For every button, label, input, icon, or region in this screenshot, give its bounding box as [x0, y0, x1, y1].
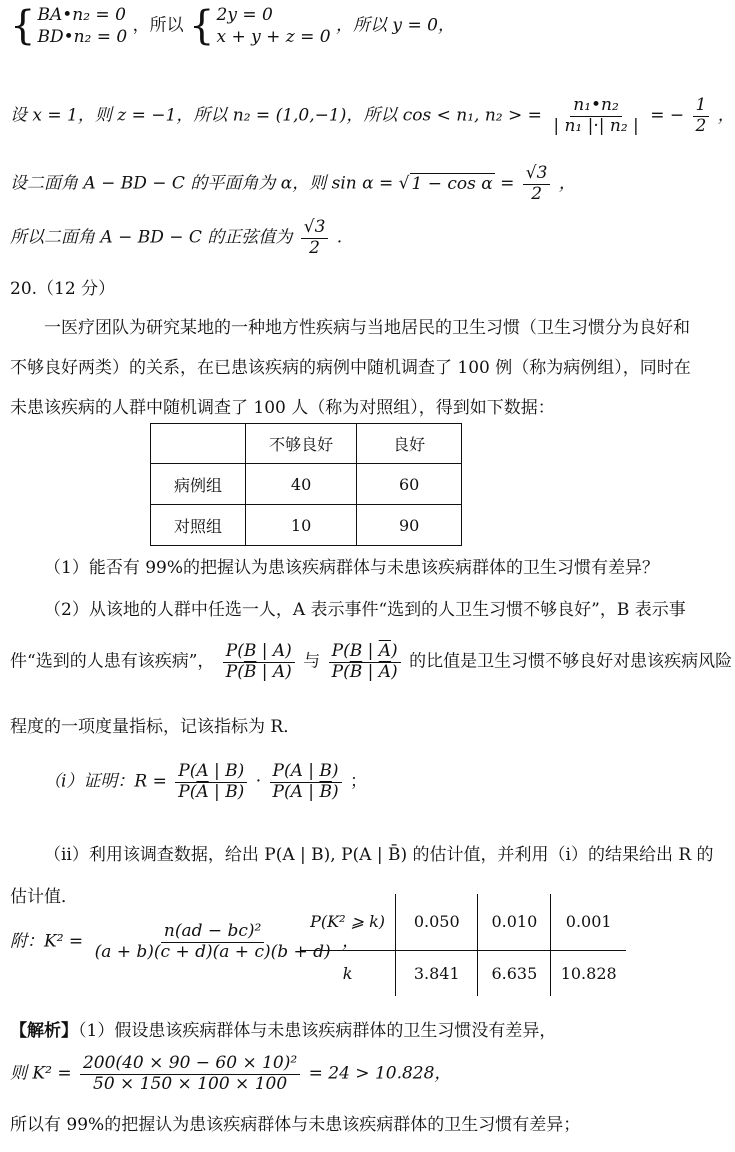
table-row: 病例组 40 60	[151, 464, 462, 505]
table-row: 对照组 10 90	[151, 505, 462, 546]
sub-question-2-index: 程度的一项度量指标，记该指标为 R．	[10, 717, 301, 737]
sub-question-2: （2）从该地的人群中任选一人，A 表示事件“选到的人卫生习惯不够良好”，B 表示事	[44, 600, 686, 620]
critical-k-row: k 3.841 6.635 10.828	[300, 950, 626, 996]
system-2: { 2y = 0 x + y + z = 0	[189, 3, 331, 49]
sub-question-ii-cont: 估计值．	[10, 887, 78, 907]
sub-question-i: （i）证明：R = $\frac{P(A | B)}{P(\overline{A} | B)}$ · $\frac{P(A | B)}{P(A | \overline{B})}$ ；	[44, 761, 367, 802]
critical-value-table	[300, 894, 626, 996]
analysis-conclusion: 所以有 99%的把握认为患该疾病群体与未患该疾病群体的卫生习惯有差异；	[10, 1115, 581, 1135]
so-text-1: ，所以	[132, 15, 184, 36]
so-text-2: ，所以 y = 0，	[336, 15, 455, 36]
k2-calculation: 则 K² = $\frac{\text{200(40 × 90 − 60 × 10)²}}{50 \times 150 \times 100 \times 100}$ = 24 > 10.828，	[10, 1053, 452, 1094]
sine-angle-line: 设二面角 A − BD − C 的平面角为 α，则 sin α = √ 1 − cos α = $\frac{√3}{2}$ ，	[10, 163, 576, 204]
problem-paragraph-2: 不够良好两类）的关系，在已患该疾病的病例中随机调查了 100 例（称为病例组），同时在	[10, 358, 691, 378]
normal-vector-line: 设 x = 1，则 z = −1，所以 n₂ = (1,0,−1)，所以 cos < n₁, n₂ > = $\frac{\text{n₁•n₂}}{\text{| n₁ |·| n₂ |}}$ = − $\frac{1}{2}$ ，	[10, 95, 735, 136]
sub-question-1: （1）能否有 99%的把握认为患该疾病群体与未患该疾病群体的卫生习惯有差异？	[44, 558, 660, 578]
analysis-tag: 【解析】	[10, 1021, 78, 1041]
critical-p-row: P(K² ⩾ k) 0.050 0.010 0.001	[300, 894, 626, 950]
sine-result-line: 所以二面角 A − BD − C 的正弦值为 $\frac{√3}{2}$ .	[10, 217, 343, 258]
system-1: { BA•n₂ = 0 BD•n₂ = 0	[10, 3, 128, 49]
question-number: 20.（12 分）	[10, 279, 116, 299]
appendix-formula: 附：K² = $\frac{\text{n(ad − bc)²}}{(a + b)(c + d)(a + c)(b + d)}$ ，	[10, 921, 360, 962]
sub-question-2-fractions: 件“选到的人患有该疾病”， $\frac{P(B | A)}{P(\overline{B} | A)}$ 与 $\frac{P(B | \overline{A})}{P(\overline{B} | \overline{A})}$ 的比值是卫生习惯不够良好对患该疾病风险	[10, 641, 733, 682]
problem-paragraph-1: 一医疗团队为研究某地的一种地方性疾病与当地居民的卫生习惯（卫生习惯分为良好和	[44, 318, 690, 338]
problem-paragraph-3: 未患该疾病的人群中随机调查了 100 人（称为对照组），得到如下数据：	[10, 398, 555, 418]
table-header-row: 不够良好 良好	[151, 424, 462, 464]
survey-data-table	[150, 423, 462, 546]
sub-question-ii: （ii）利用该调查数据，给出 P(A | B), P(A | B̄) 的估计值，并利用（i）的结果给出 R 的	[44, 845, 714, 865]
analysis-intro: 【解析】（1）假设患该疾病群体与未患该疾病群体的卫生习惯没有差异，	[10, 1021, 557, 1041]
vector-system-line	[10, 4, 455, 48]
